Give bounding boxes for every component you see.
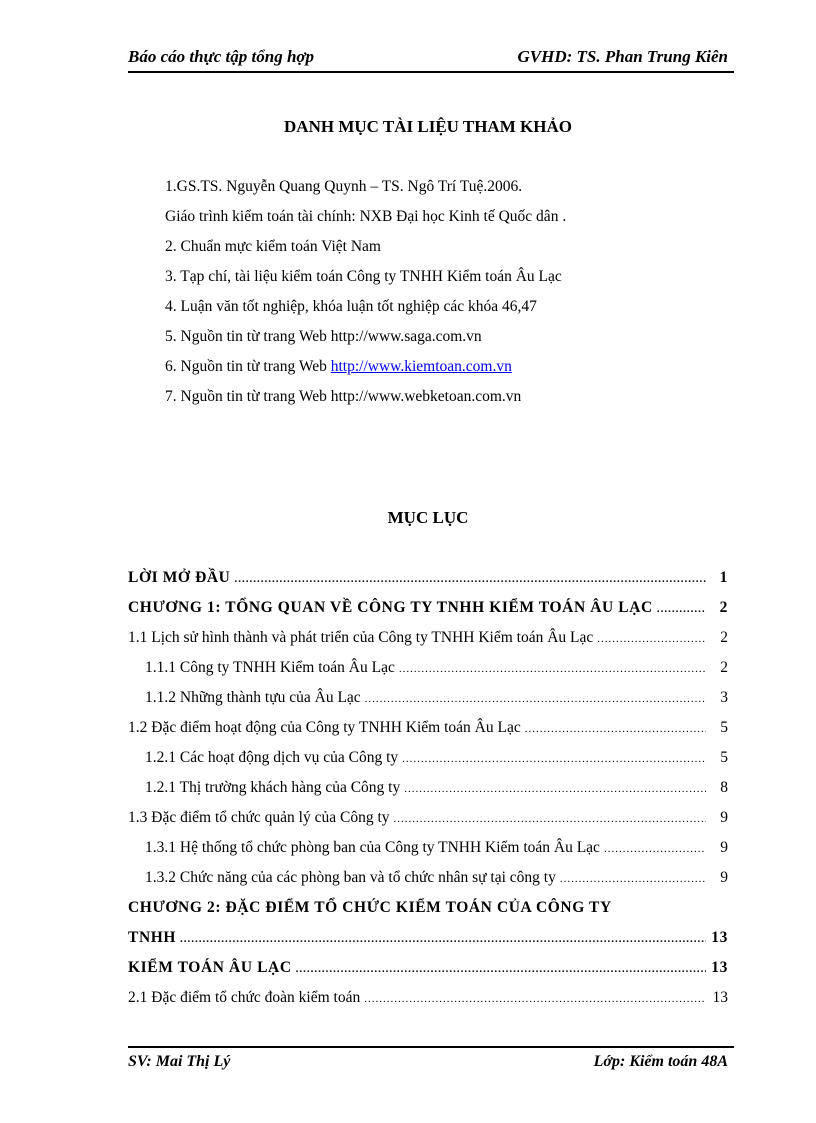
reference-item xyxy=(165,357,685,387)
toc-entry[interactable] xyxy=(128,987,728,1017)
toc-entry-page: 9 xyxy=(720,809,728,826)
toc-title: MỤC LỤC xyxy=(387,508,469,527)
toc-entry[interactable] xyxy=(128,597,728,627)
toc-entry[interactable] xyxy=(128,957,728,987)
footer-class: Lớp: Kiểm toán 48A xyxy=(593,1053,728,1070)
toc-entry[interactable] xyxy=(128,747,728,777)
toc-entry[interactable] xyxy=(128,777,728,807)
toc-entry-label: LỜI MỞ ĐẦU xyxy=(128,569,231,586)
toc-entry[interactable] xyxy=(128,837,728,867)
toc-entry[interactable] xyxy=(128,867,728,897)
table-of-contents xyxy=(128,567,728,1017)
toc-entry[interactable] xyxy=(128,807,728,837)
toc-entry-page: 5 xyxy=(720,749,728,766)
toc-entry[interactable] xyxy=(128,567,728,597)
toc-entry-label: 1.3.2 Chức năng của các phòng ban và tổ chức nhân sự tại công ty xyxy=(145,869,556,886)
toc-entry-page: 13 xyxy=(711,959,728,976)
references-title: DANH MỤC TÀI LIỆU THAM KHẢO xyxy=(284,117,572,136)
header-report-title: Báo cáo thực tập tổng hợp xyxy=(128,47,315,66)
page-footer xyxy=(128,1046,734,1074)
toc-entry-label: KIỂM TOÁN ÂU LẠC xyxy=(128,959,292,976)
toc-entry-label: 1.2.1 Thị trường khách hàng của Công ty xyxy=(145,779,401,796)
toc-entry-label: 1.1 Lịch sử hình thành và phát triển của Công ty TNHH Kiểm toán Âu Lạc xyxy=(128,629,594,646)
toc-entry-label: 1.3.1 Hệ thống tổ chức phòng ban của Công ty TNHH Kiểm toán Âu Lạc xyxy=(145,839,600,856)
reference-item: Giáo trình kiểm toán tài chính: NXB Đại học Kinh tế Quốc dân . xyxy=(165,208,567,225)
toc-entry-page: 2 xyxy=(720,659,728,676)
kiemtoan-link[interactable]: http://www.kiemtoan.com.vn xyxy=(330,358,512,375)
toc-entry-page: 2 xyxy=(720,629,728,646)
references-list xyxy=(165,177,685,417)
toc-entry[interactable] xyxy=(128,687,728,717)
reference-item: 7. Nguồn tin từ trang Web http://www.webketoan.com.vn xyxy=(165,388,522,405)
toc-entry-page: 13 xyxy=(712,989,728,1006)
reference-item: 5. Nguồn tin từ trang Web http://www.saga.com.vn xyxy=(165,328,482,345)
toc-entry-label: CHƯƠNG 1: TỔNG QUAN VỀ CÔNG TY TNHH KIỂM TOÁN ÂU LẠC xyxy=(128,599,653,616)
toc-entry-page: 9 xyxy=(720,869,728,886)
reference-item: 4. Luận văn tốt nghiệp, khóa luận tốt nghiệp các khóa 46,47 xyxy=(165,298,537,315)
toc-entry[interactable] xyxy=(128,897,728,927)
toc-entry-page: 8 xyxy=(720,779,728,796)
footer-student: SV: Mai Thị Lý xyxy=(128,1053,231,1070)
toc-entry-page: 13 xyxy=(711,929,728,946)
reference-item-text: 6. Nguồn tin từ trang Web xyxy=(165,358,331,375)
toc-entry-label: 1.3 Đặc điểm tổ chức quản lý của Công ty xyxy=(128,809,390,826)
toc-entry[interactable] xyxy=(128,927,728,957)
toc-entry-label: 1.1.1 Công ty TNHH Kiểm toán Âu Lạc xyxy=(145,659,395,676)
toc-entry[interactable] xyxy=(128,717,728,747)
toc-entry-label: 1.2 Đặc điểm hoạt động của Công ty TNHH Kiểm toán Âu Lạc xyxy=(128,719,521,736)
toc-entry-page: 9 xyxy=(720,839,728,856)
toc-entry[interactable] xyxy=(128,657,728,687)
toc-entry-label: TNHH xyxy=(128,929,177,946)
toc-entry-page: 5 xyxy=(720,719,728,736)
toc-entry-page: 1 xyxy=(719,569,728,586)
reference-item: 2. Chuẩn mực kiểm toán Việt Nam xyxy=(165,238,381,255)
reference-item: 1.GS.TS. Nguyễn Quang Quynh – TS. Ngô Trí Tuệ.2006. xyxy=(165,178,523,195)
header-supervisor: GVHD: TS. Phan Trung Kiên xyxy=(517,47,728,66)
toc-entry-page: 2 xyxy=(719,599,728,616)
toc-entry-label: 1.1.2 Những thành tựu của Âu Lạc xyxy=(145,689,361,706)
toc-entry[interactable] xyxy=(128,627,728,657)
toc-entry-label: CHƯƠNG 2: ĐẶC ĐIỂM TỔ CHỨC KIỂM TOÁN CỦA CÔNG TY xyxy=(128,899,612,916)
toc-entry-label: 1.2.1 Các hoạt động dịch vụ của Công ty xyxy=(145,749,399,766)
reference-item: 3. Tạp chí, tài liệu kiểm toán Công ty TNHH Kiểm toán Âu Lạc xyxy=(165,268,562,285)
toc-entry-page: 3 xyxy=(720,689,728,706)
page-header xyxy=(128,47,734,73)
toc-entry-label: 2.1 Đặc điểm tổ chức đoàn kiểm toán xyxy=(128,989,361,1006)
